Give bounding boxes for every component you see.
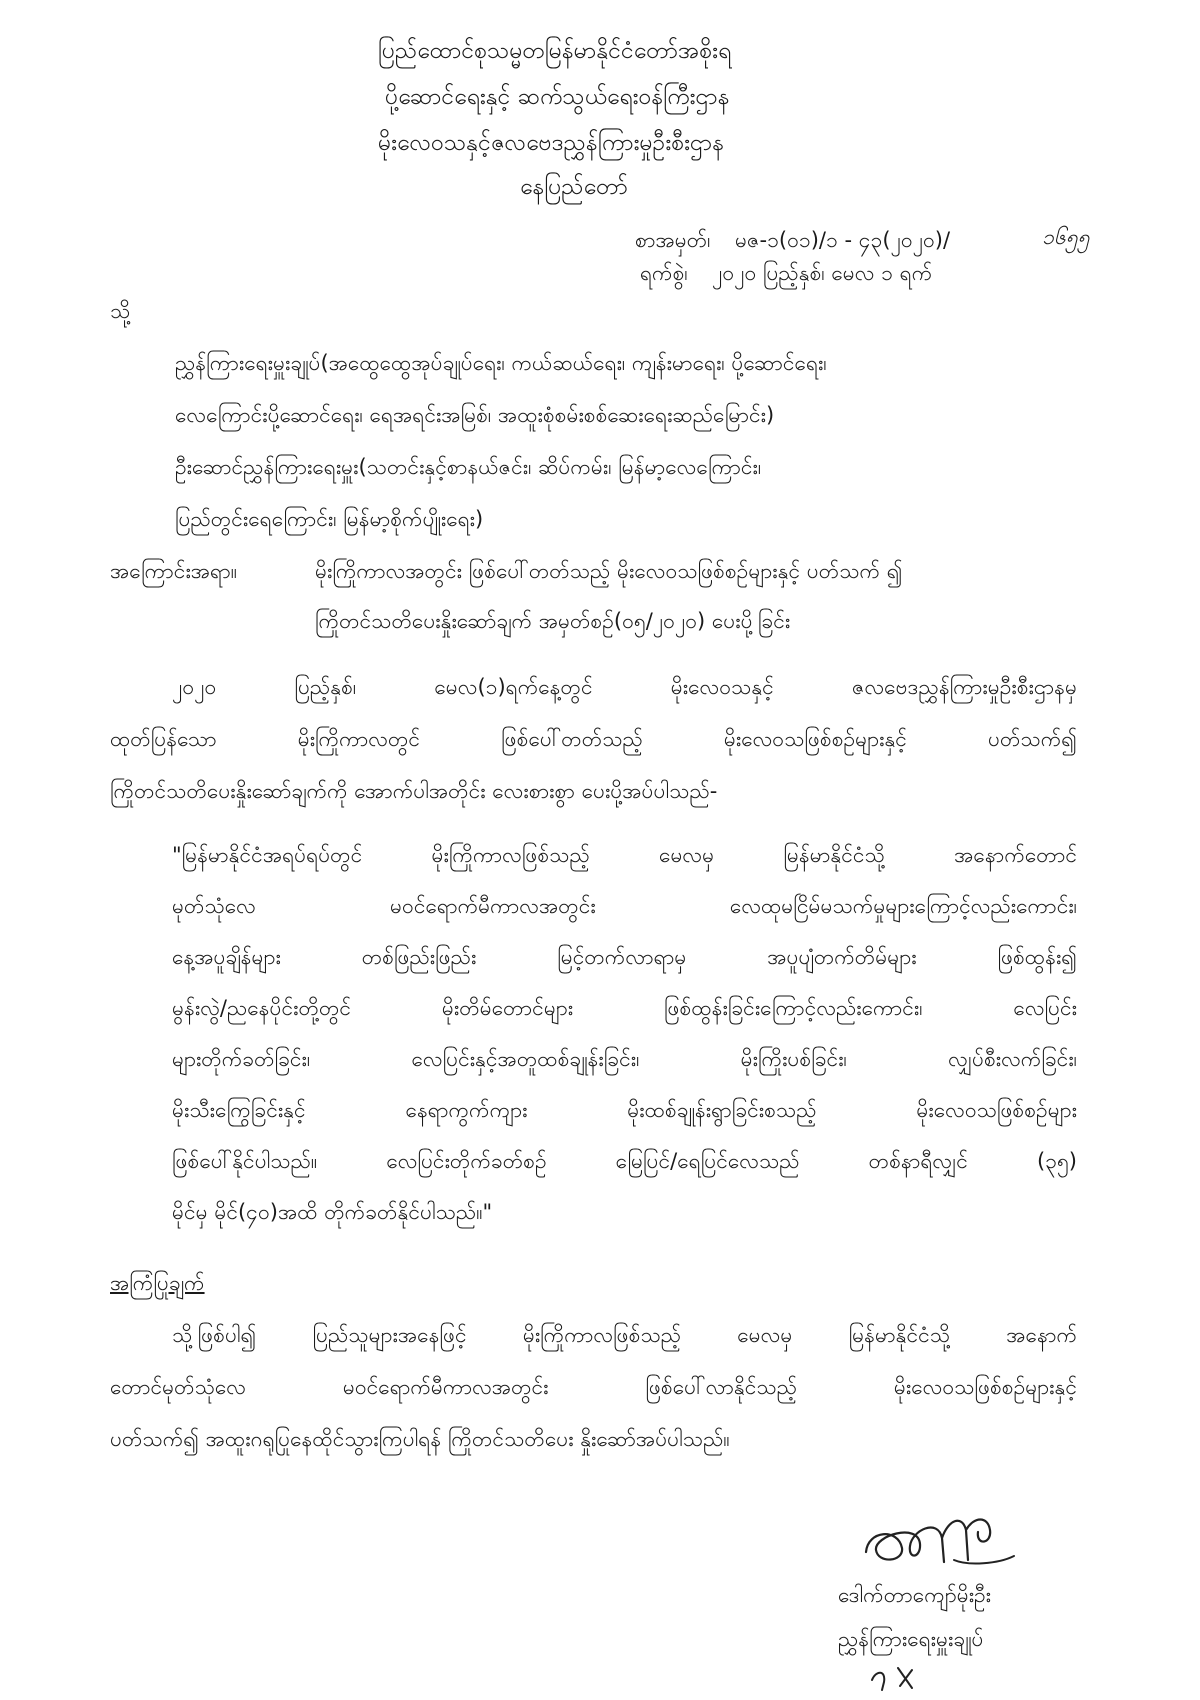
reference-number-label: စာအမှတ်၊ (635, 228, 711, 252)
intro-paragraph-line: ထုတ်ပြန်သော မိုးကြိုကာလတွင် ဖြစ်ပေါ်တတ်သည့် မိုးလေဝသဖြစ်စဉ်များနှင့် ပတ်သက်၍ (110, 727, 1077, 751)
quote-line: "မြန်မာနိုင်ငံအရပ်ရပ်တွင် မိုးကြိုကာလဖြစ်သည့် မေလမှ မြန်မာနိုင်ငံသို့ အနောက်တောင် (172, 843, 1077, 867)
quote-line: မိုင်မှ မိုင်(၄၀)အထိ တိုက်ခတ်နိုင်ပါသည်။" (172, 1200, 493, 1224)
to-label: သို့ (110, 299, 131, 323)
reference-number-handwritten: ၁၆၅၅ (1042, 225, 1090, 249)
date-value: ၂၀၂၀ ပြည့်နှစ်၊ မေလ ၁ ရက် (712, 261, 933, 285)
intro-paragraph-line: ၂၀၂၀ ပြည့်နှစ်၊ မေလ(၁)ရက်နေ့တွင် မိုးလေဝသနှင့် ဇလဗေဒညွှန်ကြားမှုဦးစီးဌာနမှ (172, 675, 1077, 699)
header-city-line: နေပြည်တော် (520, 174, 628, 200)
advice-heading: အကြံပြုချက် (110, 1271, 205, 1295)
recipient-line: လေကြောင်းပို့ဆောင်ရေး၊ ရေအရင်းအမြစ်၊ အထူးစုံစမ်းစစ်ဆေးရေးဆည်မြောင်း) (175, 403, 775, 427)
quote-line: မုတ်သုံလေ မဝင်ရောက်မီကာလအတွင်း လေထုမငြိမ်မသက်မှုများကြောင့်လည်းကောင်း၊ (172, 894, 1077, 918)
quote-line: နေ့အပူချိန်များ တစ်ဖြည်းဖြည်း မြင့်တက်လာရာမှ အပူပျံတက်တိမ်များ ဖြစ်ထွန်း၍ (172, 945, 1077, 969)
handwritten-signature (858, 1500, 1018, 1580)
subject-line: ကြိုတင်သတိပေးနှိုးဆော်ချက် အမှတ်စဉ်(၀၅/၂၀၂၀) ပေးပို့ခြင်း (315, 609, 791, 633)
recipient-line: ဦးဆောင်ညွှန်ကြားရေးမှူး(သတင်းနှင့်စာနယ်ဇင်း၊ ဆိပ်ကမ်း၊ မြန်မာ့လေကြောင်း၊ (175, 455, 762, 479)
handwritten-initials (868, 1660, 938, 1694)
recipient-line: ပြည်တွင်းရေကြောင်း၊ မြန်မာ့စိုက်ပျိုးရေး) (175, 507, 484, 531)
quote-line: မိုးသီးကြွေခြင်းနှင့် နေရာကွက်ကျား မိုးထစ်ချုန်းရွာခြင်းစသည့် မိုးလေဝသဖြစ်စဉ်များ (172, 1098, 1077, 1122)
header-government-line: ပြည်ထောင်စုသမ္မတမြန်မာနိုင်ငံတော်အစိုးရ (378, 38, 732, 64)
advice-paragraph-line: တောင်မုတ်သုံလေ မဝင်ရောက်မီကာလအတွင်း ဖြစ်ပေါ်လာနိုင်သည့် မိုးလေဝသဖြစ်စဉ်များနှင့် (110, 1375, 1077, 1399)
header-ministry-line: ပို့ဆောင်ရေးနှင့် ဆက်သွယ်ရေးဝန်ကြီးဌာန (385, 84, 730, 110)
quote-line: မွန်းလွဲ/ညနေပိုင်းတို့တွင် မိုးတိမ်တောင်များ ဖြစ်ထွန်းခြင်းကြောင့်လည်းကောင်း၊ လေပြင်း (172, 996, 1077, 1020)
intro-paragraph-line: ကြိုတင်သတိပေးနှိုးဆော်ချက်ကို အောက်ပါအတိုင်း လေးစားစွာ ပေးပို့အပ်ပါသည်- (110, 779, 718, 803)
recipient-line: ညွှန်ကြားရေးမှူးချုပ်(အထွေထွေအုပ်ချုပ်ရေး၊ ကယ်ဆယ်ရေး၊ ကျန်းမာရေး၊ ပို့ဆောင်ရေး၊ (175, 351, 827, 375)
header-department-line: မိုးလေဝသနှင့်ဇလဗေဒညွှန်ကြားမှုဦးစီးဌာန (378, 130, 725, 156)
subject-line: မိုးကြိုကာလအတွင်း ဖြစ်ပေါ်တတ်သည့် မိုးလေဝသဖြစ်စဉ်များနှင့် ပတ်သက် ၍ (315, 559, 903, 583)
advice-paragraph-line: သို့ဖြစ်ပါ၍ ပြည်သူများအနေဖြင့် မိုးကြိုကာလဖြစ်သည့် မေလမှ မြန်မာနိုင်ငံသို့ အနောက် (172, 1323, 1077, 1347)
reference-number-value: မဇ-၁(၀၁)/၁ - ၄၃(၂၀၂၀)/ (735, 228, 951, 252)
subject-label: အကြောင်းအရာ။ (110, 559, 238, 583)
signatory-title: ညွှန်ကြားရေးမှူးချုပ် (838, 1627, 984, 1651)
quote-line: ဖြစ်ပေါ်နိုင်ပါသည်။ လေပြင်းတိုက်ခတ်စဉ် မြေပြင်/ရေပြင်လေသည် တစ်နာရီလျှင် (၃၅) (172, 1149, 1077, 1173)
advice-paragraph-line: ပတ်သက်၍ အထူးဂရုပြုနေထိုင်သွားကြပါရန် ကြိုတင်သတိပေး နှိုးဆော်အပ်ပါသည်။ (110, 1427, 730, 1451)
quote-line: များတိုက်ခတ်ခြင်း၊ လေပြင်းနှင့်အတူထစ်ချုန်းခြင်း၊ မိုးကြိုးပစ်ခြင်း၊ လျှပ်စီးလက်ခြင်း၊ (172, 1047, 1077, 1071)
date-label: ရက်စွဲ၊ (640, 261, 688, 285)
signatory-name: ဒေါက်တာကျော်မိုးဦး (838, 1583, 992, 1607)
